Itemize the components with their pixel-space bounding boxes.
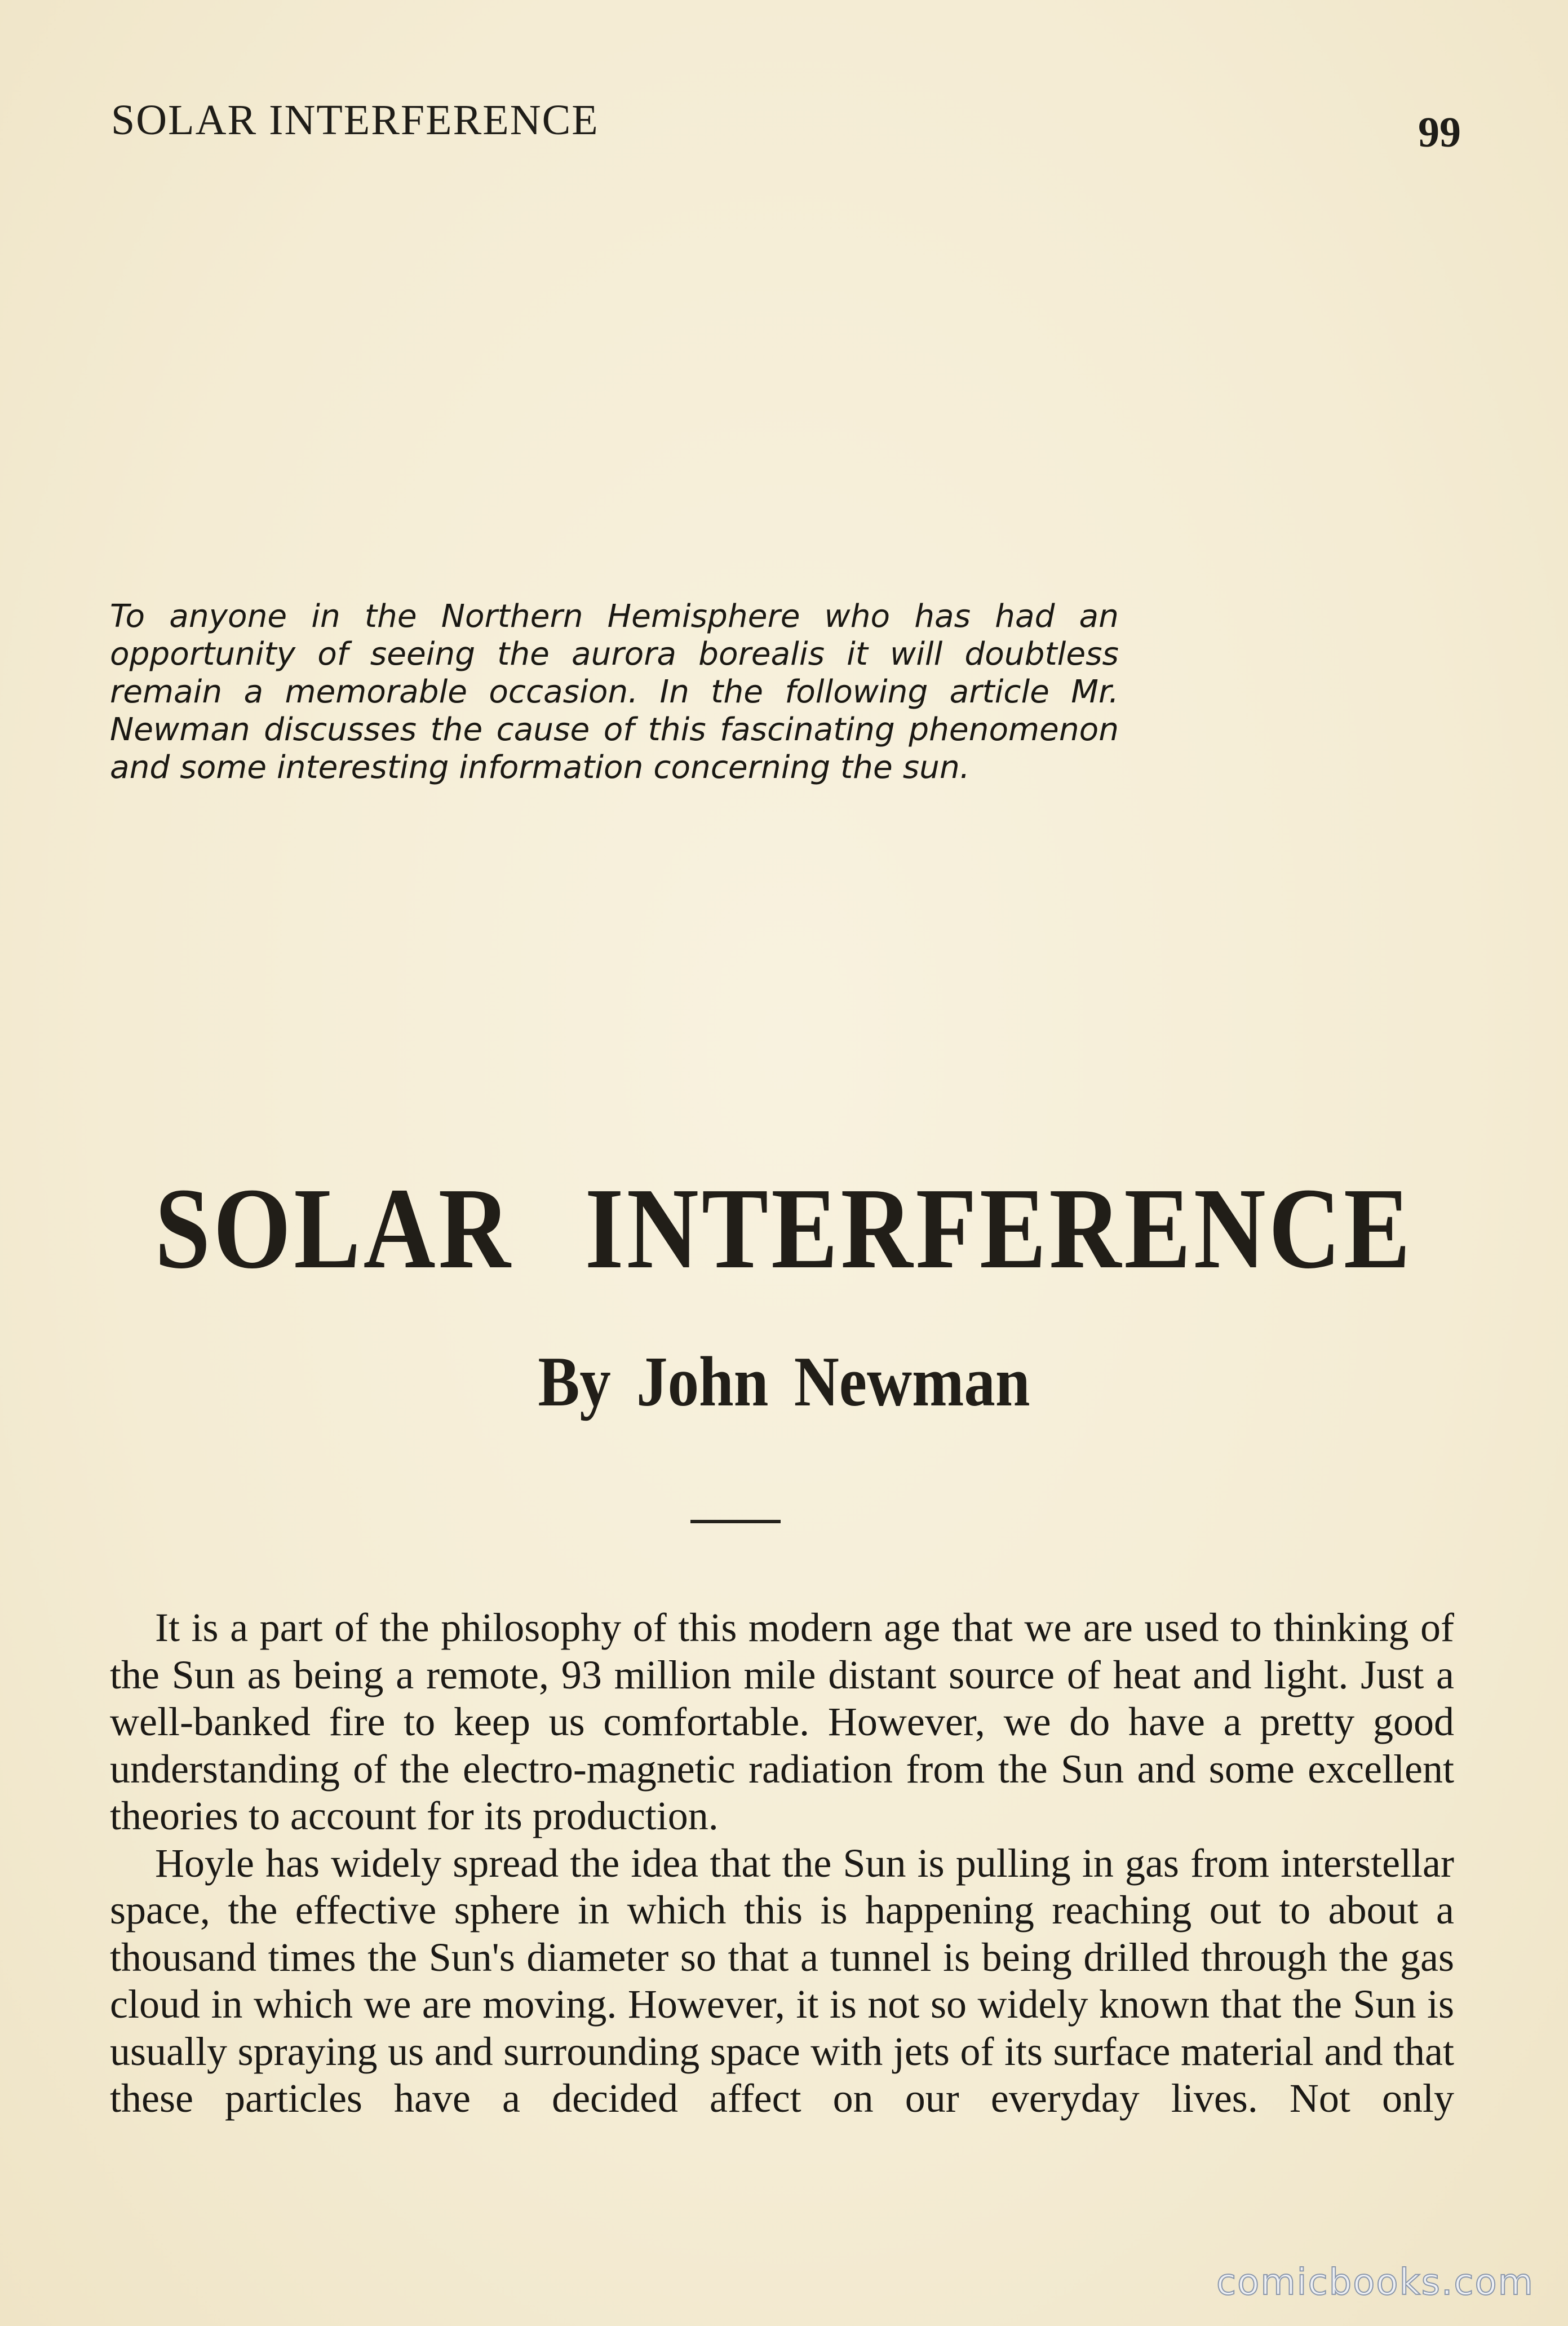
page-number: 99 <box>1418 109 1461 156</box>
intro-blurb: To anyone in the Northern Hemisphere who has had an opportunity of seeing the aurora borealis it will doubtless remain a memorable occasion. In the following article Mr. Newman discusses the cause of this fascinating phenomenon and some interesting information concerning the sun. <box>110 598 1119 786</box>
article-body <box>110 1604 1454 2122</box>
article-title: SOLAR INTERFERENCE <box>154 1164 1414 1293</box>
site-watermark: comicbooks.com <box>1216 2262 1534 2303</box>
body-paragraph: It is a part of the philosophy of this modern age that we are used to thinking of the Sun as being a remote, 93 million mile distant source of heat and light. Just a well-banked fire to keep us comfortable. However, we do have a pretty good understanding of the electro-magnetic radiation from the Sun and some excellent theories to account for its production. <box>110 1605 1454 1838</box>
body-paragraph: Hoyle has widely spread the idea that the Sun is pulling in gas from interstellar space, the effective sphere in which this is happening reaching out to about a thousand times the Sun's diameter so that a tunnel is being drilled through the gas cloud in which we are moving. However, it is not so widely known that the Sun is usually spraying us and surrounding space with jets of its surface material and that these particles have a decided affect on our everyday lives. Not only <box>110 1840 1454 2121</box>
running-header: SOLAR INTERFERENCE <box>111 96 599 144</box>
article-byline: By John Newman <box>538 1343 1030 1421</box>
divider-rule <box>690 1520 781 1523</box>
